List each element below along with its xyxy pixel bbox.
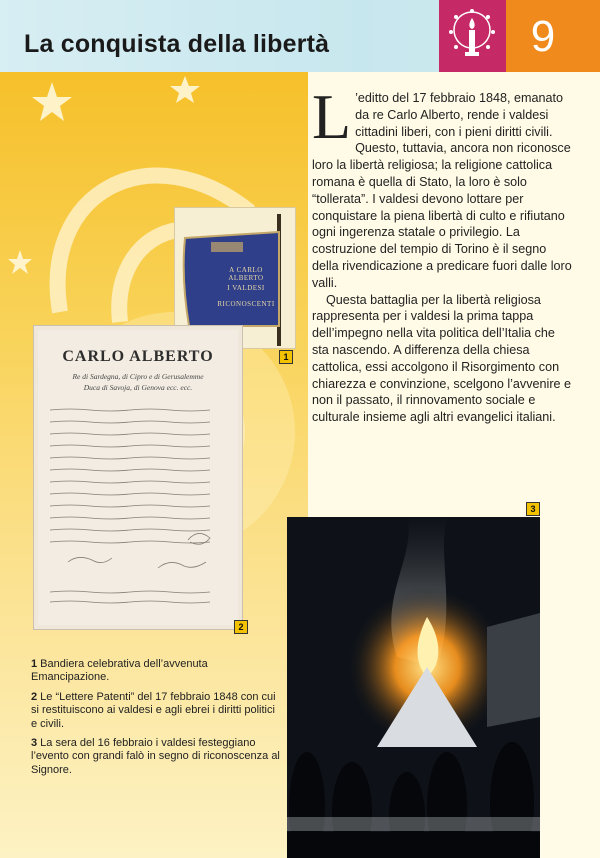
flag-inscription-1: A CARLO ALBERTO <box>228 266 264 282</box>
caption-1-number: 1 <box>31 658 38 670</box>
logo-badge <box>439 0 506 72</box>
caption-3 <box>31 737 281 777</box>
flag-inscription-3: RICONOSCENTI <box>217 300 275 308</box>
caption-3-number: 3 <box>31 737 38 750</box>
handwritten-text-image <box>38 330 238 625</box>
flag-inscription-2: I VALDESI <box>227 284 265 292</box>
article-paragraph-2: Questa battaglia per la libertà religiosa rappresenta per i valdesi la prima tappa dell’impegno nella vita politica dell’Italia che sta nascendo. A differenza della chiesa cattolica, essi accolgono il Risorgimento con chiarezza e convinzione, scelgono l’avvenire e non il passato, il rinnovamento sociale e culturale insieme agli altri evangelici italiani. <box>312 292 572 425</box>
figure-badge-1: 1 <box>279 350 293 364</box>
article-text <box>312 81 574 426</box>
article-paragraph-1 <box>312 81 574 292</box>
chapter-number: 9 <box>530 12 556 61</box>
chapter-number-box <box>506 0 600 72</box>
page-header <box>0 0 600 72</box>
bonfire-image <box>287 517 540 858</box>
caption-1-text: Bandiera celebrativa dell’avvenuta Emancipazione. <box>31 658 208 684</box>
page-title: La conquista della libertà <box>24 30 330 58</box>
letter-subtitle-2: Duca di Savoja, di Genova ecc. ecc. <box>83 383 193 392</box>
caption-2 <box>31 691 281 731</box>
letter-title: CARLO ALBERTO <box>62 348 214 365</box>
letter-subtitle-1: Re di Sardegna, di Cipro e di Gerusalemme <box>72 372 204 381</box>
candle-stars-icon <box>447 8 497 64</box>
caption-1 <box>31 658 281 685</box>
figure-captions <box>31 658 281 783</box>
letters-patent-photo <box>38 330 238 625</box>
drop-cap: L <box>312 81 352 152</box>
figure-badge-3: 3 <box>526 502 540 516</box>
figure-badge-2: 2 <box>234 620 248 634</box>
caption-2-text: Le “Lettere Patenti” del 17 febbraio 1848 con cui si restituiscono ai valdesi e agli ebrei i diritti politici e civili. <box>31 690 276 730</box>
flag-photo <box>174 207 296 349</box>
bonfire-photo <box>287 517 540 858</box>
caption-3-text: La sera del 16 febbraio i valdesi festeggiano l’evento con grandi falò in segno di riconoscenza al Signore. <box>31 737 280 776</box>
caption-2-number: 2 <box>31 690 38 703</box>
paragraph-1-text: ’editto del 17 febbraio 1848, emanato da re Carlo Alberto, rende i valdesi cittadini liberi, con i pieni diritti civili. Questo, tuttavia, ancora non riconosce loro la libertà religiosa; la religione cattolica romana è quella di Stato, la loro è solo “tollerata”. I valdesi devono lottare per conquistare la piena libertà di culto e rifiutano ogni ingerenza statale o privilegio. La costruzione del tempio di Torino è il segno della rivendicazione a predicare fuori dalle loro valli. <box>312 91 572 290</box>
